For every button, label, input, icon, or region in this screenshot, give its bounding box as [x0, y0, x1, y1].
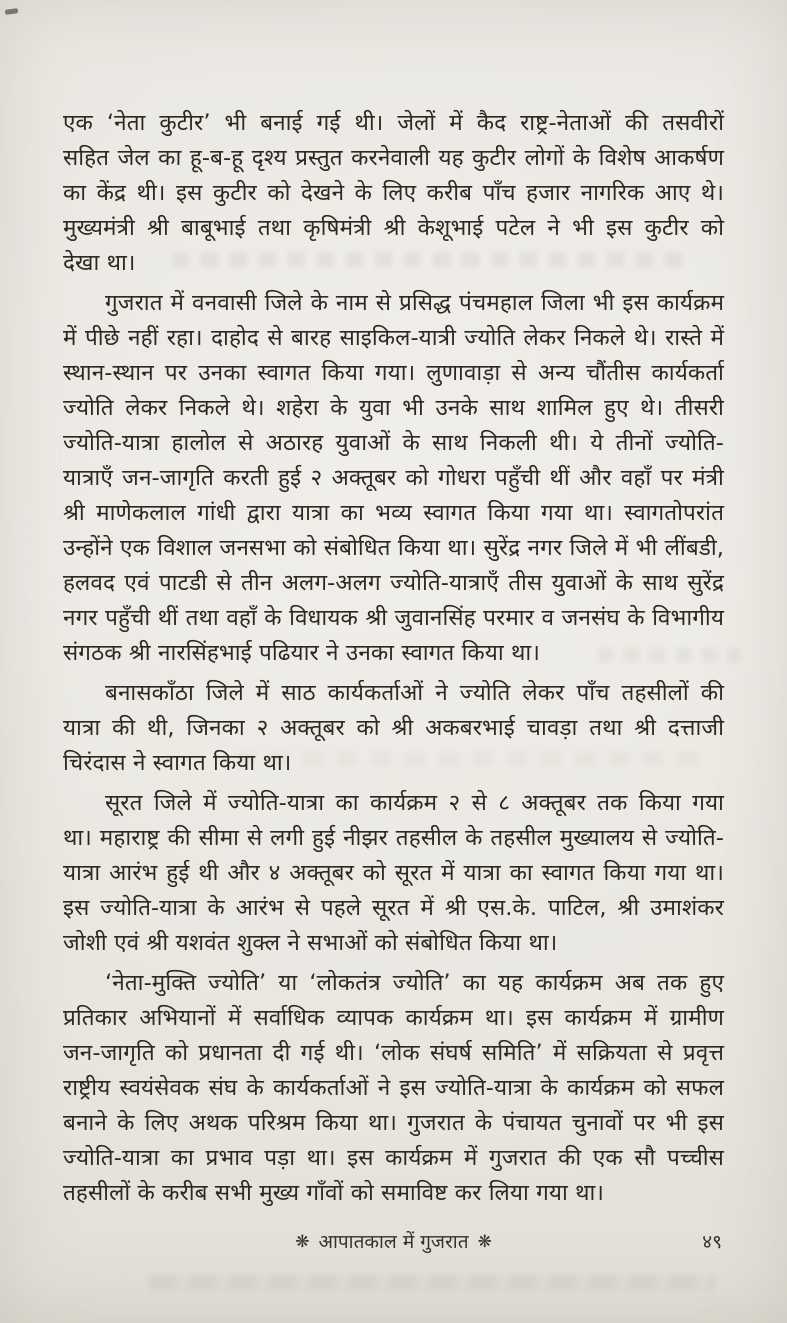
text-line: जन-जागृति को प्रधानता दी गई थी। ‘लोक संघर्ष समिति’ में सक्रियता से प्रवृत्त: [63, 1040, 724, 1066]
text-line: मुख्यमंत्री श्री बाबूभाई तथा कृषिमंत्री श्री केशूभाई पटेल ने भी इस कुटीर को: [63, 215, 724, 241]
text-line: देखा था।: [63, 250, 136, 276]
body-text: [63, 106, 724, 1211]
text-line: एक ‘नेता कुटीर’ भी बनाई गई थी। जेलों में कैद राष्ट्र-नेताओं की तसवीरों: [63, 110, 724, 136]
flower-ornament-icon: ❋: [477, 1232, 492, 1252]
text-line: गुजरात में वनवासी जिले के नाम से प्रसिद्ध पंचमहाल जिला भी इस कार्यक्रम: [105, 290, 724, 316]
text-line: में पीछे नहीं रहा। दाहोद से बारह साइकिल-यात्री ज्योति लेकर निकले थे। रास्ते में: [63, 325, 724, 351]
paragraph: [63, 786, 724, 961]
page-number: ४९: [702, 1231, 722, 1253]
text-line: इस ज्योति-यात्रा के आरंभ से पहले सूरत में श्री एस.के. पाटिल, श्री उमाशंकर: [63, 895, 724, 921]
text-line: ज्योति लेकर निकले थे। शहेरा के युवा भी उनके साथ शामिल हुए थे। तीसरी: [63, 395, 724, 421]
text-line: प्रतिकार अभियानों में सर्वाधिक व्यापक कार्यक्रम था। इस कार्यक्रम में ग्रामीण: [63, 1005, 724, 1031]
page-footer: [63, 1228, 724, 1256]
text-line: यात्रा की थी, जिनका २ अक्तूबर को श्री अकबरभाई चावड़ा तथा श्री दत्ताजी: [63, 715, 724, 741]
text-line: जोशी एवं श्री यशवंत शुक्ल ने सभाओं को संबोधित किया था।: [63, 930, 558, 956]
text-line: सहित जेल का हू-ब-हू दृश्य प्रस्तुत करनेवाली यह कुटीर लोगों के विशेष आकर्षण: [63, 145, 724, 171]
text-line: हलवद एवं पाटडी से तीन अलग-अलग ज्योति-यात्राएँ तीस युवाओं के साथ सुरेंद्र: [63, 570, 724, 596]
text-line: तहसीलों के करीब सभी मुख्य गाँवों को समाविष्ट कर लिया गया था।: [63, 1180, 605, 1206]
text-line: ज्योति-यात्रा का प्रभाव पड़ा था। इस कार्यक्रम में गुजरात की एक सौ पच्चीस: [63, 1145, 724, 1171]
text-line: श्री माणेकलाल गांधी द्वारा यात्रा का भव्य स्वागत किया गया था। स्वागतोपरांत: [63, 500, 724, 526]
text-line: उन्होंने एक विशाल जनसभा को संबोधित किया था। सुरेंद्र नगर जिले में भी लींबडी,: [63, 535, 724, 561]
text-line: यात्रा आरंभ हुई थी और ४ अक्तूबर को सूरत में यात्रा का स्वागत किया गया था।: [63, 860, 724, 886]
print-bleed-artifact: [150, 1274, 715, 1291]
text-line: चिरंदास ने स्वागत किया था।: [63, 750, 292, 776]
paragraph: [63, 286, 724, 671]
text-line: स्थान-स्थान पर उनका स्वागत किया गया। लुणावाड़ा से अन्य चौंतीस कार्यकर्ता: [63, 360, 724, 386]
text-line: यात्राएँ जन-जागृति करती हुई २ अक्तूबर को गोधरा पहुँची थीं और वहाँ पर मंत्री: [63, 465, 724, 491]
text-line: सूरत जिले में ज्योति-यात्रा का कार्यक्रम २ से ८ अक्तूबर तक किया गया: [105, 790, 724, 816]
text-line: का केंद्र थी। इस कुटीर को देखने के लिए करीब पाँच हजार नागरिक आए थे।: [63, 180, 724, 206]
text-line: ज्योति-यात्रा हालोल से अठारह युवाओं के साथ निकली थी। ये तीनों ज्योति-: [63, 430, 724, 456]
text-line: संगठक श्री नारसिंहभाई पढियार ने उनका स्वागत किया था।: [63, 640, 540, 666]
paragraph: [63, 106, 724, 281]
scan-speck: [5, 8, 19, 15]
text-line: नगर पहुँची थीं तथा वहाँ के विधायक श्री जुवानसिंह परमार व जनसंघ के विभागीय: [63, 605, 724, 631]
running-title-line: [63, 1228, 724, 1254]
flower-ornament-icon: ❋: [295, 1232, 310, 1252]
text-line: ‘नेता-मुक्ति ज्योति’ या ‘लोकतंत्र ज्योति’ का यह कार्यक्रम अब तक हुए: [105, 970, 724, 996]
text-line: था। महाराष्ट्र की सीमा से लगी हुई नीझर तहसील के तहसील मुख्यालय से ज्योति-: [63, 825, 724, 851]
paragraph: [63, 676, 724, 781]
running-title: आपातकाल में गुजरात: [318, 1231, 469, 1253]
text-line: बनासकाँठा जिले में साठ कार्यकर्ताओं ने ज्योति लेकर पाँच तहसीलों की: [105, 680, 724, 706]
paragraph: [63, 966, 724, 1211]
text-line: बनाने के लिए अथक परिश्रम किया था। गुजरात के पंचायत चुनावों पर भी इस: [63, 1110, 724, 1136]
text-line: राष्ट्रीय स्वयंसेवक संघ के कार्यकर्ताओं ने इस ज्योति-यात्रा के कार्यक्रम को सफल: [63, 1075, 724, 1101]
